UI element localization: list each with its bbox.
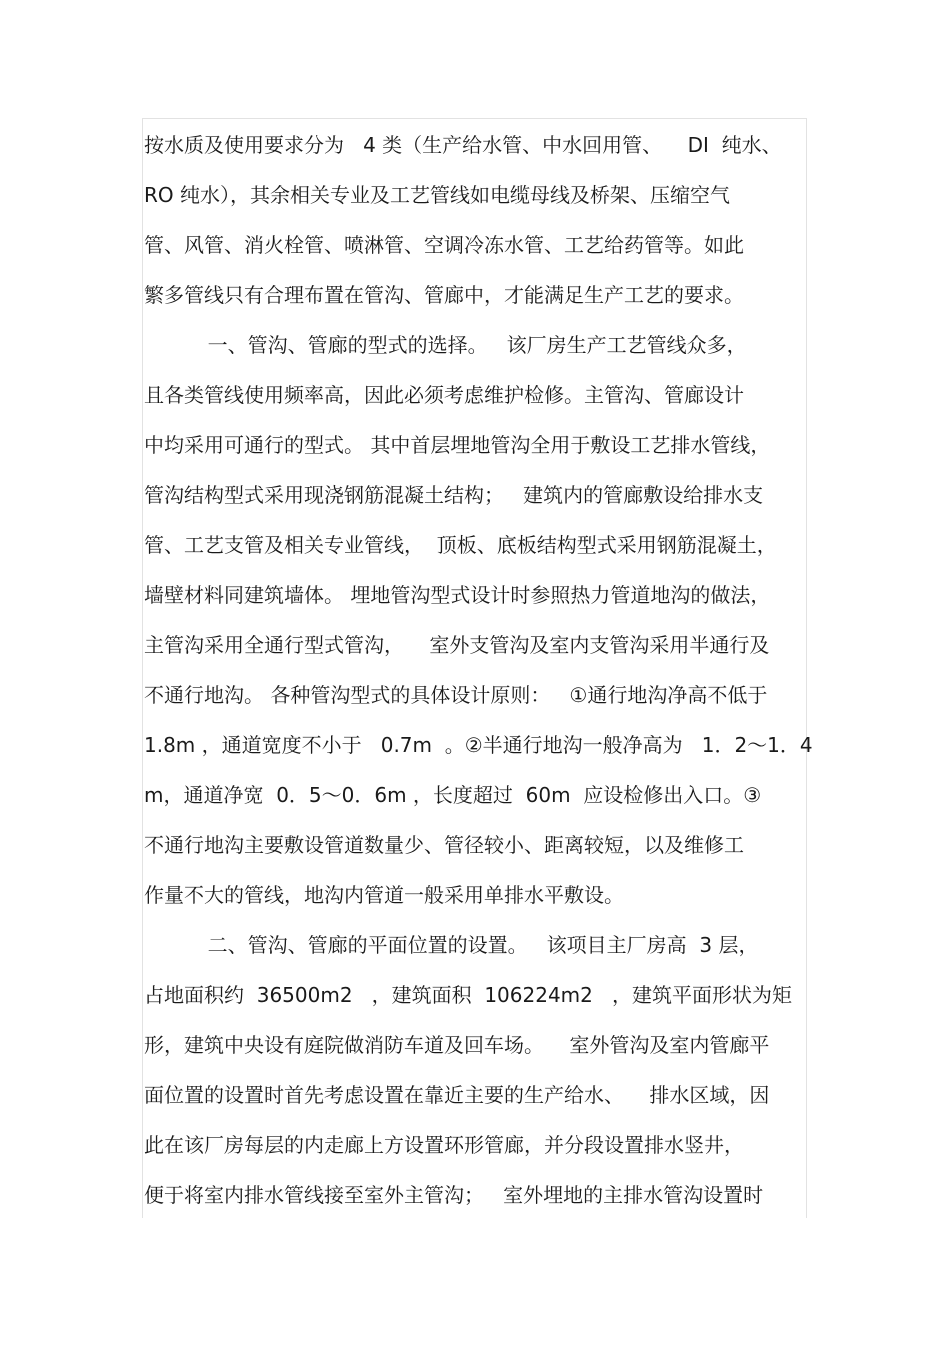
text-line: 不通行地沟主要敷设管道数量少、管径较小、距离较短，以及维修工: [144, 833, 744, 857]
text-line: 管、工艺支管及相关专业管线， 顶板、底板结构型式采用钢筋混凝土，: [144, 533, 777, 557]
text-line: 且各类管线使用频率高，因此必须考虑维护检修。主管沟、管廊设计: [144, 383, 744, 407]
document-body: [144, 120, 813, 1220]
text-line: RO 纯水），其余相关专业及工艺管线如电缆母线及桥架、压缩空气: [144, 183, 730, 207]
text-line: 中均采用可通行的型式。 其中首层埋地管沟全用于敷设工艺排水管线，: [144, 433, 771, 457]
text-line: 管沟结构型式采用现浇钢筋混凝土结构； 建筑内的管廊敷设给排水支: [144, 483, 764, 507]
text-line: 便于将室内排水管线接至室外主管沟； 室外埋地的主排水管沟设置时: [144, 1183, 764, 1207]
text-line: 1.8m ，通道宽度不小于 0.7m 。②半通行地沟一般净高为 1．2～1．4: [144, 733, 813, 757]
text-line: 主管沟采用全通行型式管沟， 室外支管沟及室内支管沟采用半通行及: [144, 633, 770, 657]
text-line: 面位置的设置时首先考虑设置在靠近主要的生产给水、 排水区域，因: [144, 1083, 770, 1107]
text-line: 不通行地沟。 各种管沟型式的具体设计原则： ①通行地沟净高不低于: [144, 683, 768, 707]
text-line: m，通道净宽 0．5～0．6m ，长度超过 60m 应设检修出入口。③: [144, 783, 762, 807]
section-heading-line: 一、管沟、管廊的型式的选择。 该厂房生产工艺管线众多，: [144, 333, 747, 357]
text-line: 占地面积约 36500m2 ，建筑面积 106224m2 ，建筑平面形状为矩: [144, 983, 792, 1007]
text-line: 形，建筑中央设有庭院做消防车道及回车场。 室外管沟及室内管廊平: [144, 1033, 770, 1057]
text-line: 繁多管线只有合理布置在管沟、管廊中，才能满足生产工艺的要求。: [144, 283, 744, 307]
text-line: 墙壁材料同建筑墙体。 埋地管沟型式设计时参照热力管道地沟的做法，: [144, 583, 771, 607]
text-line: 按水质及使用要求分为 4 类（生产给水管、中水回用管、 DI 纯水、: [144, 133, 782, 157]
text-line: 此在该厂房每层的内走廊上方设置环形管廊，并分段设置排水竖井，: [144, 1133, 744, 1157]
text-line: 管、风管、消火栓管、喷淋管、空调冷冻水管、工艺给药管等。如此: [144, 233, 744, 257]
text-line: 作量不大的管线，地沟内管道一般采用单排水平敷设。: [144, 883, 624, 907]
section-heading-line: 二、管沟、管廊的平面位置的设置。 该项目主厂房高 3 层，: [144, 933, 759, 957]
